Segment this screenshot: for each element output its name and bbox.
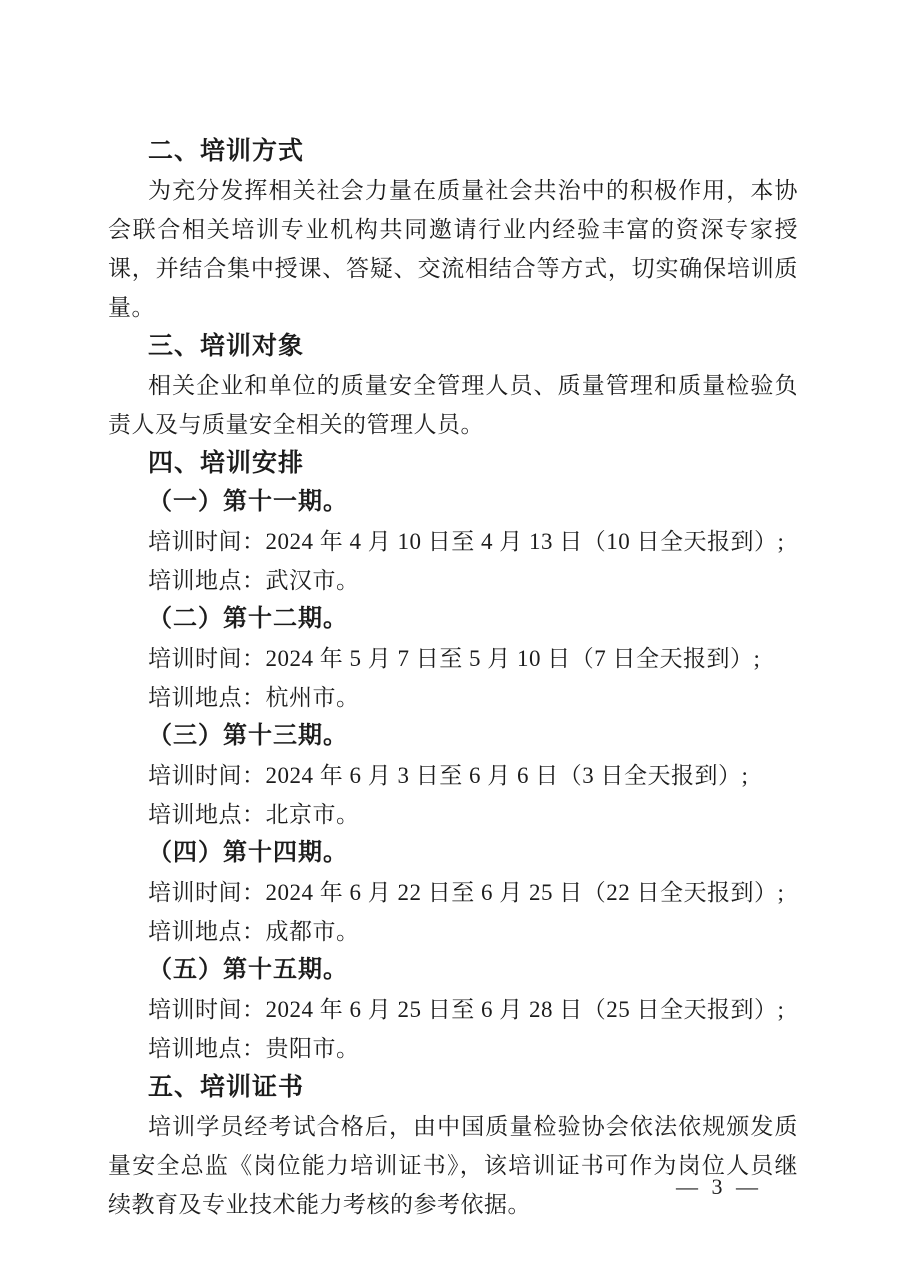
heading-training-method: 二、培训方式: [148, 137, 305, 165]
subheading-session-14: （四）第十四期。: [148, 840, 348, 866]
heading-training-targets: 三、培训对象: [148, 332, 305, 360]
document-body: [108, 132, 798, 1224]
detail-session-15-time: 培训时间：2024 年 6 月 25 日至 6 月 28 日（25 日全天报到）;: [148, 997, 785, 1022]
detail-session-15-location: 培训地点：贵阳市。: [148, 1036, 360, 1061]
page-number: — 3 —: [676, 1174, 762, 1199]
subheading-session-13: （三）第十三期。: [148, 723, 348, 749]
detail-session-13-time: 培训时间：2024 年 6 月 3 日至 6 月 6 日（3 日全天报到）;: [148, 763, 749, 788]
subheading-session-12: （二）第十二期。: [148, 606, 348, 632]
heading-training-certificate: 五、培训证书: [148, 1073, 305, 1101]
detail-session-13-location: 培训地点：北京市。: [148, 802, 360, 827]
para-training-certificate: 培训学员经考试合格后，由中国质量检验协会依法依规颁发质量安全总监《岗位能力培训证书》，该培训证书可作为岗位人员继续教育及专业技术能力考核的参考依据。: [108, 1114, 798, 1217]
detail-session-14-location: 培训地点：成都市。: [148, 919, 360, 944]
subheading-session-15: （五）第十五期。: [148, 957, 348, 983]
para-training-targets: 相关企业和单位的质量安全管理人员、质量管理和质量检验负责人及与质量安全相关的管理人员。: [108, 373, 798, 437]
detail-session-11-time: 培训时间：2024 年 4 月 10 日至 4 月 13 日（10 日全天报到）;: [148, 529, 785, 554]
para-training-method: 为充分发挥相关社会力量在质量社会共治中的积极作用，本协会联合相关培训专业机构共同邀请行业内经验丰富的资深专家授课，并结合集中授课、答疑、交流相结合等方式，切实确保培训质量。: [108, 178, 798, 320]
heading-training-schedule: 四、培训安排: [148, 449, 305, 477]
subheading-session-11: （一）第十一期。: [148, 489, 348, 515]
detail-session-14-time: 培训时间：2024 年 6 月 22 日至 6 月 25 日（22 日全天报到）;: [148, 880, 785, 905]
detail-session-11-location: 培训地点：武汉市。: [148, 568, 360, 593]
detail-session-12-time: 培训时间：2024 年 5 月 7 日至 5 月 10 日（7 日全天报到）;: [148, 646, 761, 671]
detail-session-12-location: 培训地点：杭州市。: [148, 685, 360, 710]
